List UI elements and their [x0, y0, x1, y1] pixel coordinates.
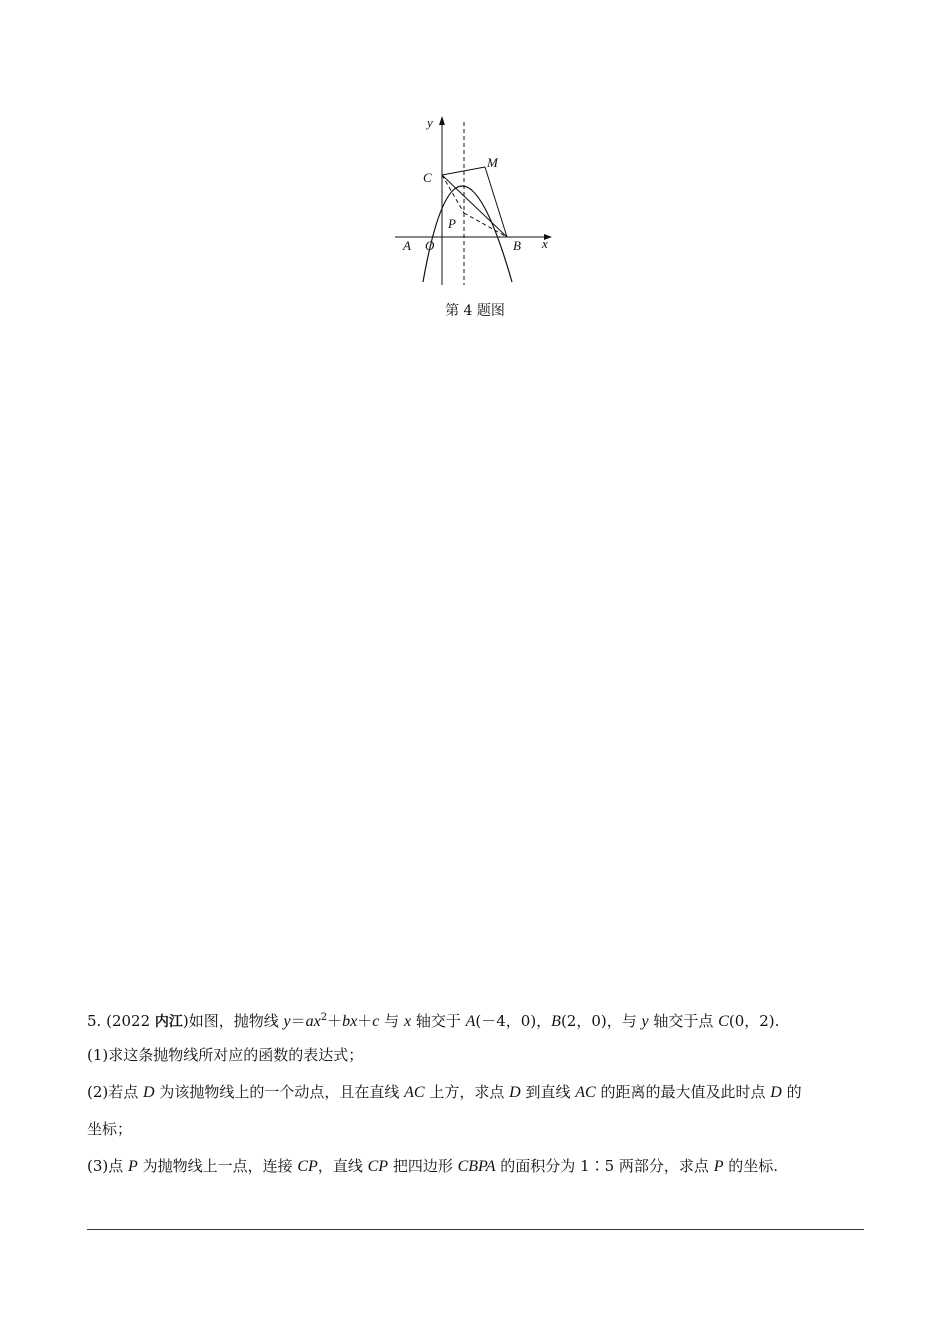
- label-O: O: [425, 238, 435, 253]
- point-C: C: [718, 1013, 729, 1030]
- question-2-line-1: [87, 1081, 867, 1104]
- q3-text-c: ，直线: [317, 1157, 368, 1175]
- q2-text-c: 上方，求点: [424, 1083, 510, 1101]
- axis-x: x: [403, 1013, 412, 1030]
- source-place: 内江: [154, 1014, 183, 1030]
- q3-text-e: 的面积分为 1∶5 两部分，求点: [495, 1157, 714, 1175]
- label-x: x: [542, 236, 548, 251]
- question-1: (1)求这条抛物线所对应的函数的表达式；: [87, 1046, 364, 1064]
- q3-quad-CBPA: CBPA: [457, 1158, 496, 1175]
- label-M: M: [487, 155, 498, 170]
- stem-text-d: 轴交于点: [648, 1012, 719, 1030]
- y-axis-arrow: [439, 116, 445, 125]
- q3-line-CP1: CP: [297, 1158, 318, 1175]
- stem-text-c: 轴交于: [411, 1012, 466, 1030]
- q3-text-d: 把四边形: [388, 1157, 458, 1175]
- eq-y: y: [283, 1013, 291, 1030]
- axis-y: y: [641, 1013, 649, 1030]
- source-close: ): [182, 1012, 189, 1030]
- point-A: A: [465, 1013, 476, 1030]
- q2-line-AC1: AC: [404, 1084, 425, 1101]
- q3-point-P1: P: [128, 1158, 138, 1175]
- segment-CP: [442, 175, 464, 213]
- eq-c: c: [372, 1013, 380, 1030]
- q2-point-D2: D: [509, 1084, 521, 1101]
- q3-text-f: 的坐标.: [723, 1157, 779, 1175]
- label-B: B: [513, 238, 521, 253]
- q2-line-AC2: AC: [575, 1084, 596, 1101]
- eq-a: a: [305, 1013, 314, 1030]
- eq-x1: x: [313, 1013, 321, 1030]
- eq-plus2: ＋: [357, 1012, 373, 1030]
- problem-number: 5.: [87, 1012, 102, 1030]
- q2-text-e: 的距离的最大值及此时点: [595, 1083, 771, 1101]
- q2-point-D3: D: [770, 1084, 782, 1101]
- stem-text-b: 与: [379, 1012, 404, 1030]
- q3-text-a: (3)点: [87, 1157, 129, 1175]
- question-3: [87, 1155, 867, 1178]
- eq-sq: 2: [320, 1012, 328, 1023]
- coord-C: (0，2).: [728, 1012, 780, 1030]
- label-y: y: [427, 115, 433, 130]
- q2-text-a: (2)若点: [87, 1083, 144, 1101]
- q2-point-D1: D: [143, 1084, 155, 1101]
- eq-plus1: ＋: [327, 1012, 343, 1030]
- q2-text-b: 为该抛物线上的一个动点，且在直线: [154, 1083, 405, 1101]
- figure-caption: 第 4 题图: [445, 303, 505, 319]
- q3-text-b: 为抛物线上一点，连接: [137, 1157, 298, 1175]
- q3-point-P2: P: [713, 1158, 724, 1175]
- label-P: P: [448, 216, 456, 231]
- eq-b: b: [342, 1013, 351, 1030]
- q2-text-d: 到直线: [520, 1083, 576, 1101]
- stem-text-a: 如图，抛物线: [188, 1012, 284, 1030]
- parabola-curve: [423, 186, 512, 282]
- eq-eq: ＝: [290, 1012, 306, 1030]
- q2-text-f: 的: [781, 1083, 802, 1101]
- label-A: A: [403, 238, 411, 253]
- coord-A: (－4，0)，: [475, 1012, 552, 1030]
- eq-x2: x: [350, 1013, 358, 1030]
- point-B: B: [551, 1013, 561, 1030]
- q3-line-CP2: CP: [367, 1158, 389, 1175]
- problem-5-stem: [87, 1007, 867, 1033]
- label-C: C: [423, 170, 432, 185]
- bottom-rule: [87, 1229, 864, 1230]
- question-2-line-2: 坐标；: [87, 1120, 133, 1138]
- parabola-figure: [390, 110, 560, 290]
- source-open: (2022: [106, 1012, 155, 1030]
- coord-B: (2，0)，与: [560, 1012, 642, 1030]
